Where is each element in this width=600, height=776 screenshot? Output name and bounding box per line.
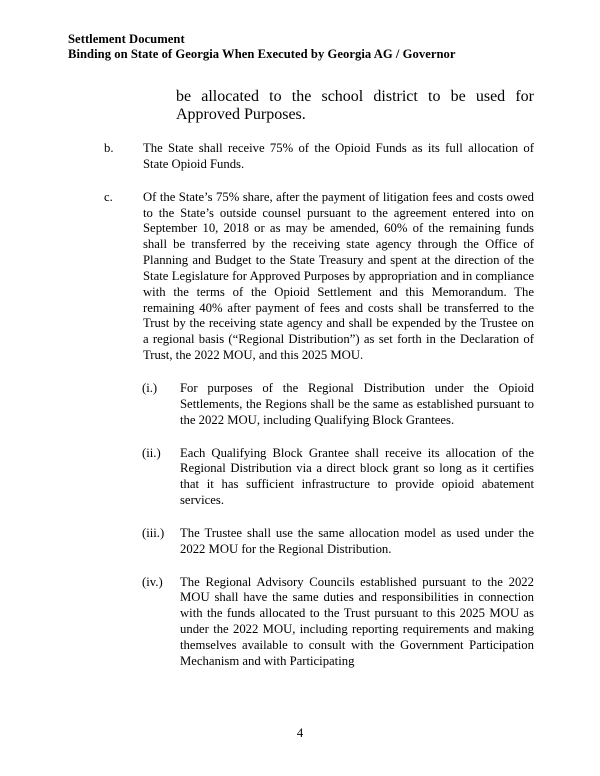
sublist-item-i-text: For purposes of the Regional Distribution under the Opioid Settlements, the Regions shall be the same as established pursuant to the 2022 MOU, including Qualifying Block Grantees. xyxy=(180,380,534,427)
header-title-line-2: Binding on State of Georgia When Executed by Georgia AG / Governor xyxy=(68,47,456,62)
page-number: 4 xyxy=(296,726,304,740)
sublist-item-i xyxy=(142,381,534,429)
list-item-c-text: Of the State’s 75% share, after the payment of litigation fees and costs owed to the State’s outside counsel pursuant to the agreement entered into on September 10, 2018 or as may be amended, 60% of the remaining funds shall be transferred by the receiving state agency through the Office of Planning and Budget to the State Treasury and spent at the direction of the State Legislature for Approved Purposes by appropriation and in compliance with the terms of the Opioid Settlement and this Memorandum. The remaining 40% after payment of fees and costs shall be transferred to the Trust by the receiving state agency and shall be expended by the Trustee on a regional basis (“Regional Distribution”) as set forth in the Declaration of Trust, the 2022 MOU, and this 2025 MOU. xyxy=(143,189,534,363)
list-item-b-text: The State shall receive 75% of the Opioid Funds as its full allocation of State Opioid Funds. xyxy=(143,141,534,171)
document-body xyxy=(104,88,534,670)
header-title-line-1: Settlement Document xyxy=(68,32,185,46)
sublist-item-iii-text: The Trustee shall use the same allocation model as used under the 2022 MOU for the Regional Distribution. xyxy=(180,525,534,556)
list-item-b xyxy=(104,141,534,173)
continuation-paragraph xyxy=(176,88,534,124)
sublist-item-iii-marker: (iii.) xyxy=(142,525,165,540)
document-header xyxy=(68,32,538,63)
sublist-item-ii xyxy=(142,446,534,509)
sublist-item-iii xyxy=(142,526,534,558)
sublist-item-i-marker: (i.) xyxy=(142,380,158,395)
sublist-item-iv-marker: (iv.) xyxy=(142,574,163,589)
continuation-paragraph-text: be allocated to the school district to be used for Approved Purposes. xyxy=(176,88,534,123)
list-item-c-marker: c. xyxy=(104,189,113,204)
sublist-item-ii-marker: (ii.) xyxy=(142,445,161,460)
sublist-item-iv xyxy=(142,575,534,670)
list-item-c xyxy=(104,190,534,364)
sublist-item-ii-text: Each Qualifying Block Grantee shall receive its allocation of the Regional Distribution via a direct block grant so long as it certifies that it has sufficient infrastructure to provide opioid abatement services. xyxy=(180,445,534,508)
list-item-b-marker: b. xyxy=(104,141,114,155)
sublist-item-iv-text: The Regional Advisory Councils established pursuant to the 2022 MOU shall have the same duties and responsibilities in connection with the funds allocated to the Trust pursuant to this 2025 MOU as under the 2022 MOU, including reporting requirements and making themselves available to consult with the Government Participation Mechanism and with Participating xyxy=(180,574,534,668)
